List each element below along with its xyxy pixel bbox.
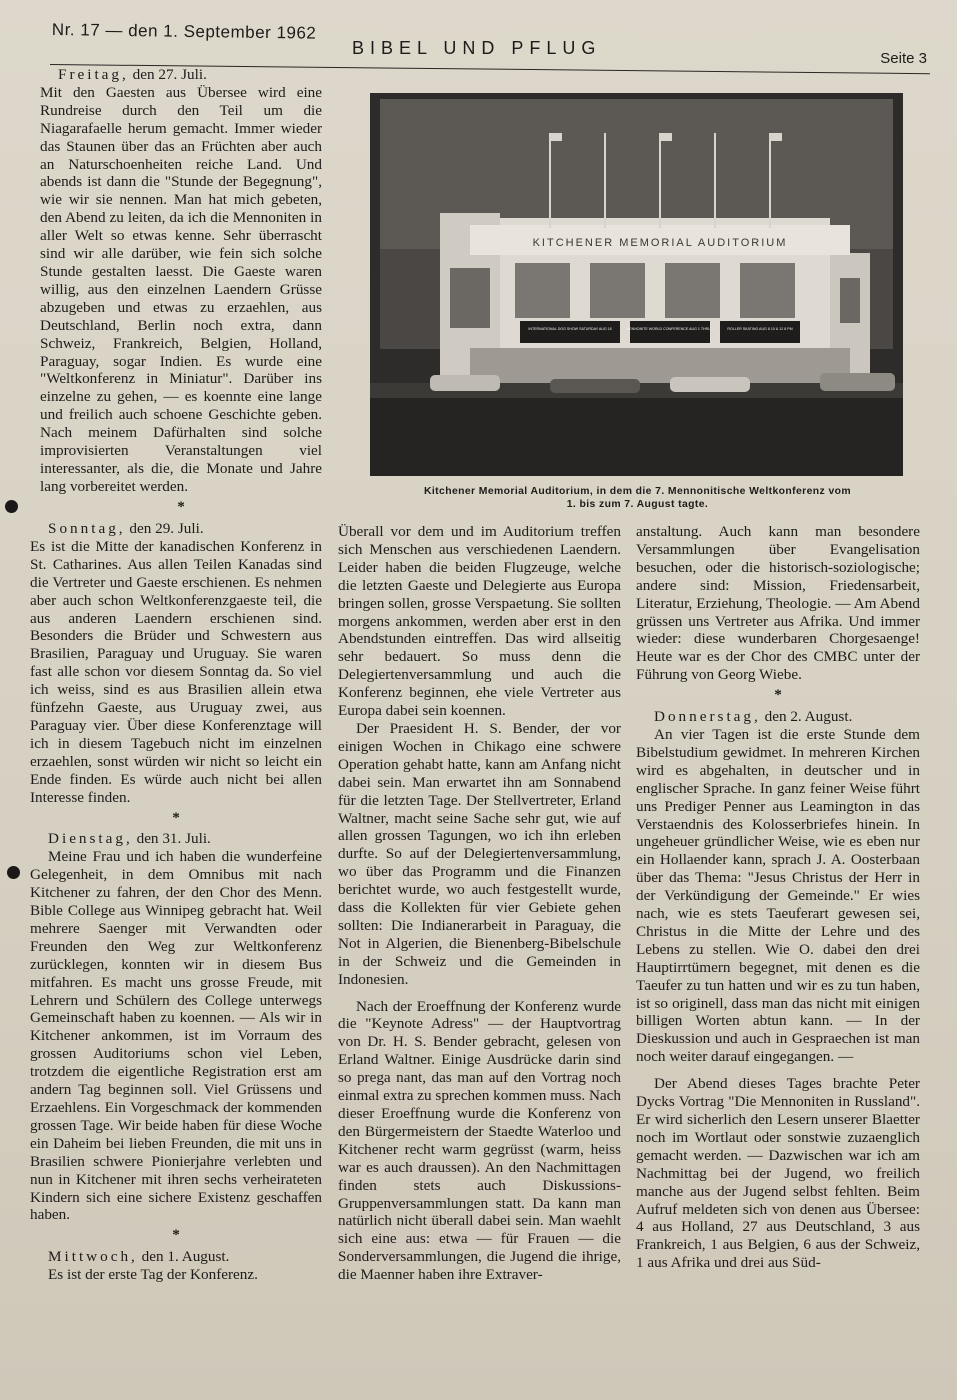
auditorium-photo xyxy=(370,93,903,476)
paragraph: Es ist die Mitte der kanadischen Konferenz in St. Catharines. Aus allen Teilen Kanadas sind die Vertreter und Gaeste erschienen. Es nehmen aber auch schon Weltkonferenzgaeste teil, die aus anderen Laendern erschienen sind. Besonders die Brüder und Schwestern aus Brasilien, Paraguay und Uruguay. Sie waren fast alle schon vor diesem Sonntag da. So viel ich weiss, sind es aus Brasilien allein etwa fünfzehn Gaeste, aus Uruguay zwei, aus Paraguay vier. Über diese Konferenztage will ich in diesem Tagebuch nicht im einzelnen erzaehlen, sonst würden wir nicht so leicht ein Ende finden. Es würde auch nicht bei allen Interesse finden. xyxy=(30,537,322,806)
paragraph: Mit den Gaesten aus Übersee wird eine Rundreise durch den Teil um die Niagarafaelle herum gemacht. Immer wieder das Staunen über das an Früchten aber auch an Naturschoenheiten reiche Land. Und abends ist dann die "Stunde der Begegnung", wie wir sie nennen. Man hat mich gebeten, den Abend zu leiten, da ich die Mennoniten in aller Welt so etwas kenne. Sehr überrascht sind wir alle darüber, wie fein sich solche Stunde gestalten laesst. Die Gaeste waren willig, aus den einzelnen Laendern Grüsse abzugeben und etwas zu erzaehlen, aus Deutschland, Berlin noch extra, dann Schweiz, Frankreich, Belgien, Holland, Paraguay, sogar Indien. Es wurde eine "Weltkonferenz in Miniatur". Darüber ins einzelne zu gehen, — es koennte eine lange und freilich auch schoene Geschichte geben. Nach meinem Dafürhalten sind solche improvisierten Veranstaltungen viel interessanter, als die, die Monate und Jahre lang vorbereitet werden. xyxy=(40,83,322,495)
diary-day-heading: Freitag, den 27. Juli. xyxy=(58,66,207,83)
diary-day-heading: Mittwoch, den 1. August. xyxy=(48,1248,230,1266)
section-separator: * xyxy=(172,1226,180,1244)
punch-hole xyxy=(7,866,20,879)
diary-day-heading: Dienstag, den 31. Juli. xyxy=(48,830,211,848)
paragraph: Nach der Eroeffnung der Konferenz wurde die "Keynote Adress" — der Hauptvortrag von Dr. H. S. Bender gebracht, gelesen von Erland Waltner. Einige Ausdrücke darin sind so prega nant, das man auf den Vortrag noch einmal extra zu sprechen kommen muss. Nach dieser Eroeffnung wurde die Konferenz von den Bürgermeistern der Staedte Waterloo und Kitchener recht warm gegrüsst (warm, heiss war es auch draussen). An den Nachmittagen finden stets auch Diskussions-Gruppenversammlungen statt. Da kann man natürlich nicht überall dabei sein. Man waehlt sich eine aus: etwa — für Frauen — die Sonderversammlungen, die Jugend die ihrige, die Maenner haben ihre Extraver- xyxy=(338,997,621,1284)
building-sign: KITCHENER MEMORIAL AUDITORIUM xyxy=(532,237,788,249)
column-1-bottom xyxy=(30,520,322,1284)
marquee-banner-3: ROLLER SKATING AUG 8 10 & 12 8 PM xyxy=(727,327,793,331)
column-1-top xyxy=(40,66,322,520)
diary-day-heading: Sonntag, den 29. Juli. xyxy=(48,520,204,537)
page-number: Seite 3 xyxy=(880,50,927,67)
marquee-banner-2: MENNONITE WORLD CONFERENCE AUG 1 THRU 7 xyxy=(626,327,714,331)
paragraph: anstaltung. Auch kann man besondere Versammlungen über Evangelisation besuchen, oder die historisch-soziologische; andere sind: Mission, Friedensarbeit, Literatur, Erziehung, Theologie. — Am Abend grüssen uns Vertreter aus Afrika. Und immer wieder: diese wunderbaren Chorgesaenge! Heute war es der Chor des CMBC unter der Führung von Georg Wiebe. xyxy=(636,523,920,684)
column-2 xyxy=(338,523,621,1284)
paragraph: Der Praesident H. S. Bender, der vor einigen Wochen in Chikago eine schwere Operation gehabt hatte, kann am Anfang nicht dabei sein. Man erwartet ihn am Sonnabend für die letzten Tage. Der Stellvertreter, Erland Waltner, macht seine Sache sehr gut, wie auf allen grossen Tagungen, wo ich ihn erleben durfte. So auf der Delegiertenversammlung, wo über das Programm und die Finanzen berichtet wurde, wo auch festgestellt wurde, dass die Kollekten für vier Gebiete gehen sollten: Die Indianerarbeit in Paraguay, die Not in Algerien, die Bienenberg-Bibelschule in der Schweiz und die Gemeinden in Indonesien. xyxy=(338,719,621,988)
diary-day-heading: Donnerstag, den 2. August. xyxy=(654,708,853,726)
section-separator: * xyxy=(774,686,782,704)
section-separator: * xyxy=(177,497,185,515)
photo-caption: Kitchener Memorial Auditorium, in dem die 7. Mennonitische Weltkonferenz vom 1. bis zum 7. August tagte. xyxy=(423,486,852,510)
paragraph: Überall vor dem und im Auditorium treffen sich Menschen aus verschiedenen Laendern. Leider haben die beiden Flugzeuge, welche die letzten Gaeste und Delegierte aus Europa bringen sollen, grosse Verspaetung. Sie sollten morgens ankommen, werden aber erst in den Abendstunden eintreffen. Das wird allseitig sehr bedauert. So muss denn die Delegiertenversammlung und auch die Konferenz beginnen, ehe viele Vertreter aus Europa dabei sein koennen. xyxy=(338,523,621,720)
paragraph: Der Abend dieses Tages brachte Peter Dycks Vortrag "Die Mennoniten in Russland". Er wird sicherlich den Lesern unserer Blaetter noch im Wortlaut oder sonstwie zuzaenglich gemacht werden. — Dazwischen war ich am Nachmittag bei der Jugend, wo freilich manche aus der Jugend selbst fehlten. Beim Aufruf meldeten sich von denen aus Übersee: 4 aus Holland, 27 aus Deutschland, 3 aus Frankreich, 1 aus Belgien, 6 aus der Schweiz, 1 aus Afrika und drei aus Süd- xyxy=(636,1075,920,1272)
paragraph: Meine Frau und ich haben die wunderfeine Gelegenheit, in dem Omnibus mit nach Kitchener zu fahren, der den Chor des Menn. Bible College aus Winnipeg gebracht hat. Weil mehrere Saenger mit Verwandten oder Freunden den Weg zur Weltkonferenz zurücklegen, konnten wir in diesem Bus mitfahren. Es macht uns grosse Freude, mit Lehrern und Schülern des College unterwegs Gemeinschaft haben zu koennen. — Als wir in Kitchener ankommen, ist im Vorraum des grossen Auditoriums schon viel Leben, trotzdem die eigentliche Registration erst am andern Tag beginnen soll. Viel Grüssens und Erzaehlens. Ein Vorgeschmack der kommenden grossen Tage. Wir beide haben für diese Woche ein Daheim bei lieben Freunden, die mit uns in Brasilien schwere Pionierjahre verlebten und nun in Kitchener mit ihren sechs verheirateten Kindern sich eine sichere Existenz geschaffen haben. xyxy=(30,848,322,1224)
paragraph: Es ist der erste Tag der Konferenz. xyxy=(48,1266,258,1284)
section-separator: * xyxy=(172,808,180,826)
column-3 xyxy=(636,523,920,1272)
marquee-banner-1: INTERNATIONAL DOG SHOW SATURDAY AUG 18 xyxy=(528,327,612,331)
paragraph: An vier Tagen ist die erste Stunde dem Bibelstudium gewidmet. In mehreren Kirchen wird es abgehalten, in deutscher und in englischer Sprache. In ganz feiner Weise führt uns Prediger Penner aus Leamington in das Verstaendnis des Kolosserbriefes hinein. In ungeheuer gründlicher Weise, wie es eben nur ein Hollaender kann, sprach J. A. Oosterbaan über das Thema: "Jesus Christus der Herr in der Verkündigung der Gemeinde." Er wies nach, wie es stets Taeuferart gewesen sei, Christus in die Mitte der Lehre und des Lebens zu stellen. Wie O. dabei den drei Hauptirrtümern begegnet, mit denen es die Taeufer zu tun hatten und wir es zu tun haben, ist so originell, dass man das nicht mit einigen billigen Worten abtun kann. — In der Dieskussion und auch in Gespraechen ist man noch weiter darauf eingegangen. — xyxy=(636,725,920,1066)
punch-hole xyxy=(5,500,18,513)
issue-date: Nr. 17 — den 1. September 1962 xyxy=(51,20,317,43)
masthead-title: BIBEL UND PFLUG xyxy=(352,38,602,58)
